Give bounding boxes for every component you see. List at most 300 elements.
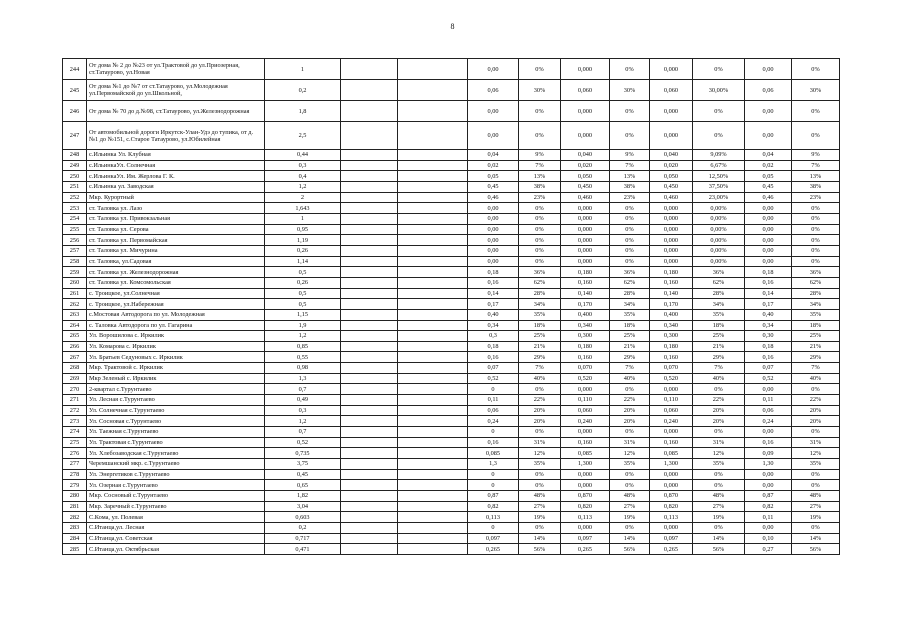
road-name: с.ИльинкаУл. Солнечная: [87, 160, 265, 171]
percent-3: 0%: [693, 469, 745, 480]
table-row: [63, 256, 840, 267]
value-1: 0,00: [468, 59, 519, 80]
road-name: С.Итанца,ул. Октябрьская: [87, 544, 265, 555]
percent-2: 0%: [610, 480, 650, 491]
table-row: [63, 373, 840, 384]
value-4: 0,00: [745, 245, 792, 256]
percent-1: 0%: [519, 235, 561, 246]
row-number: 278: [63, 469, 87, 480]
empty-cell: [398, 363, 468, 374]
value-4: 0,00: [745, 213, 792, 224]
empty-cell: [341, 150, 398, 161]
percent-2: 62%: [610, 277, 650, 288]
empty-cell: [398, 373, 468, 384]
percent-1: 0%: [519, 522, 561, 533]
table-row: [63, 352, 840, 363]
percent-2: 35%: [610, 459, 650, 470]
value-4: 0,87: [745, 491, 792, 502]
empty-cell: [398, 267, 468, 278]
empty-cell: [398, 512, 468, 523]
percent-4: 40%: [792, 373, 840, 384]
row-number: 259: [63, 267, 87, 278]
value-2: 0,050: [561, 171, 610, 182]
percent-1: 62%: [519, 277, 561, 288]
value-4: 0,14: [745, 288, 792, 299]
value-4: 0,07: [745, 363, 792, 374]
road-length: 0,2: [265, 522, 341, 533]
empty-cell: [341, 448, 398, 459]
percent-3: 0%: [693, 122, 745, 150]
percent-3: 0,00%: [693, 245, 745, 256]
value-3: 0,240: [650, 416, 693, 427]
value-2: 0,870: [561, 491, 610, 502]
road-name: с.ИльинкаУл. Им. Жерлова Г. К.: [87, 171, 265, 182]
road-name: От дома № 2 до №23 от ул.Трактовой до ул.Приозерная, ст.Татаурово, ул.Новая: [87, 59, 265, 80]
row-number: 265: [63, 331, 87, 342]
value-1: 0,02: [468, 160, 519, 171]
road-name: Ул. Комарова с. Иркилик: [87, 341, 265, 352]
empty-cell: [398, 224, 468, 235]
percent-3: 29%: [693, 352, 745, 363]
percent-1: 0%: [519, 384, 561, 395]
value-4: 0,00: [745, 122, 792, 150]
road-name: с. Троицкое, ул.Набережная: [87, 299, 265, 310]
value-2: 0,180: [561, 267, 610, 278]
table-row: [63, 469, 840, 480]
value-3: 0,000: [650, 122, 693, 150]
empty-cell: [341, 363, 398, 374]
empty-cell: [341, 160, 398, 171]
percent-4: 20%: [792, 405, 840, 416]
table-row: [63, 384, 840, 395]
empty-cell: [398, 203, 468, 214]
road-name: с.Ильинка Ул. Клубная: [87, 150, 265, 161]
percent-4: 14%: [792, 533, 840, 544]
value-1: 0: [468, 480, 519, 491]
value-4: 0,00: [745, 59, 792, 80]
percent-2: 0%: [610, 235, 650, 246]
road-name: 2-квартал с.Турунтаево: [87, 384, 265, 395]
value-3: 0,097: [650, 533, 693, 544]
row-number: 252: [63, 192, 87, 203]
percent-3: 27%: [693, 501, 745, 512]
row-number: 244: [63, 59, 87, 80]
percent-4: 0%: [792, 122, 840, 150]
row-number: 256: [63, 235, 87, 246]
empty-cell: [341, 299, 398, 310]
value-2: 0,097: [561, 533, 610, 544]
row-number: 282: [63, 512, 87, 523]
row-number: 263: [63, 309, 87, 320]
road-length: 0,85: [265, 341, 341, 352]
road-length: 1,643: [265, 203, 341, 214]
percent-3: 30,00%: [693, 80, 745, 101]
value-4: 0,00: [745, 480, 792, 491]
row-number: 264: [63, 320, 87, 331]
percent-1: 25%: [519, 331, 561, 342]
row-number: 254: [63, 213, 87, 224]
value-1: 0,18: [468, 267, 519, 278]
value-3: 0,000: [650, 203, 693, 214]
percent-3: 25%: [693, 331, 745, 342]
empty-cell: [341, 373, 398, 384]
value-2: 0,000: [561, 427, 610, 438]
value-2: 0,160: [561, 352, 610, 363]
value-3: 0,160: [650, 437, 693, 448]
value-1: 0,07: [468, 363, 519, 374]
value-1: 0,87: [468, 491, 519, 502]
road-length: 0,3: [265, 160, 341, 171]
empty-cell: [341, 331, 398, 342]
percent-4: 0%: [792, 224, 840, 235]
empty-cell: [398, 150, 468, 161]
road-name: ст. Таловка ул. Мичурина: [87, 245, 265, 256]
percent-1: 12%: [519, 448, 561, 459]
road-length: 0,95: [265, 224, 341, 235]
value-4: 0,16: [745, 437, 792, 448]
value-2: 0,000: [561, 480, 610, 491]
percent-2: 0%: [610, 203, 650, 214]
empty-cell: [341, 224, 398, 235]
road-name: От дома №1 до №7 от ст.Татаурово, ул.Молодежная ул.Первомайской до ул.Школьной,: [87, 80, 265, 101]
value-3: 0,180: [650, 267, 693, 278]
table-row: [63, 405, 840, 416]
road-length: 0,4: [265, 171, 341, 182]
percent-4: 29%: [792, 352, 840, 363]
value-4: 0,45: [745, 181, 792, 192]
value-3: 0,520: [650, 373, 693, 384]
value-4: 0,82: [745, 501, 792, 512]
percent-3: 21%: [693, 341, 745, 352]
value-2: 0,520: [561, 373, 610, 384]
percent-4: 0%: [792, 245, 840, 256]
percent-4: 19%: [792, 512, 840, 523]
road-length: 0,735: [265, 448, 341, 459]
empty-cell: [341, 59, 398, 80]
value-1: 0,113: [468, 512, 519, 523]
table-row: [63, 309, 840, 320]
value-2: 0,060: [561, 405, 610, 416]
road-name: ст. Таловка ул. Серова: [87, 224, 265, 235]
table-row: [63, 491, 840, 502]
empty-cell: [341, 309, 398, 320]
value-1: 0,17: [468, 299, 519, 310]
value-2: 0,460: [561, 192, 610, 203]
road-length: 0,3: [265, 405, 341, 416]
row-number: 274: [63, 427, 87, 438]
value-2: 0,000: [561, 122, 610, 150]
table-row: [63, 288, 840, 299]
percent-1: 56%: [519, 544, 561, 555]
road-length: 0,717: [265, 533, 341, 544]
empty-cell: [341, 427, 398, 438]
percent-3: 19%: [693, 512, 745, 523]
percent-4: 0%: [792, 101, 840, 122]
value-1: 0,40: [468, 309, 519, 320]
percent-4: 38%: [792, 181, 840, 192]
percent-3: 0%: [693, 522, 745, 533]
table-row: [63, 80, 840, 101]
percent-3: 0,00%: [693, 224, 745, 235]
road-length: 0,603: [265, 512, 341, 523]
value-1: 0,16: [468, 277, 519, 288]
row-number: 247: [63, 122, 87, 150]
value-2: 0,265: [561, 544, 610, 555]
percent-4: 36%: [792, 267, 840, 278]
table-row: [63, 341, 840, 352]
value-3: 0,070: [650, 363, 693, 374]
percent-1: 0%: [519, 59, 561, 80]
row-number: 267: [63, 352, 87, 363]
percent-2: 31%: [610, 437, 650, 448]
value-3: 0,000: [650, 384, 693, 395]
road-name: С.Кома, ул. Полевая: [87, 512, 265, 523]
road-name: ст. Таловка, ул.Садовая: [87, 256, 265, 267]
percent-2: 22%: [610, 395, 650, 406]
value-2: 0,000: [561, 469, 610, 480]
empty-cell: [398, 437, 468, 448]
empty-cell: [341, 533, 398, 544]
percent-2: 21%: [610, 341, 650, 352]
value-3: 0,000: [650, 213, 693, 224]
value-1: 0,00: [468, 256, 519, 267]
row-number: 285: [63, 544, 87, 555]
road-name: Ул. Солнечная с.Турунтаево: [87, 405, 265, 416]
table-row: [63, 224, 840, 235]
value-4: 0,30: [745, 331, 792, 342]
empty-cell: [398, 480, 468, 491]
value-3: 0,160: [650, 352, 693, 363]
percent-4: 7%: [792, 160, 840, 171]
road-name: Мкр. Курортный: [87, 192, 265, 203]
percent-1: 48%: [519, 491, 561, 502]
percent-3: 40%: [693, 373, 745, 384]
empty-cell: [341, 171, 398, 182]
row-number: 258: [63, 256, 87, 267]
value-1: 0,45: [468, 181, 519, 192]
value-2: 0,450: [561, 181, 610, 192]
value-4: 0,17: [745, 299, 792, 310]
road-name: ст. Таловка ул. Лазо: [87, 203, 265, 214]
table-row: [63, 533, 840, 544]
percent-2: 30%: [610, 80, 650, 101]
table-row: [63, 171, 840, 182]
percent-4: 27%: [792, 501, 840, 512]
percent-2: 35%: [610, 309, 650, 320]
percent-2: 0%: [610, 245, 650, 256]
value-2: 0,110: [561, 395, 610, 406]
value-2: 0,300: [561, 331, 610, 342]
road-name: Ул. Лесная с.Турунтаево: [87, 395, 265, 406]
value-2: 0,113: [561, 512, 610, 523]
percent-4: 0%: [792, 256, 840, 267]
roads-table: [62, 58, 840, 555]
road-name: Ул. Ворошилова с. Иркилик: [87, 331, 265, 342]
empty-cell: [341, 256, 398, 267]
row-number: 245: [63, 80, 87, 101]
empty-cell: [398, 288, 468, 299]
value-2: 0,820: [561, 501, 610, 512]
percent-1: 0%: [519, 256, 561, 267]
percent-3: 7%: [693, 363, 745, 374]
percent-3: 0,00%: [693, 213, 745, 224]
table-row: [63, 122, 840, 150]
percent-3: 56%: [693, 544, 745, 555]
percent-3: 20%: [693, 405, 745, 416]
row-number: 270: [63, 384, 87, 395]
percent-4: 56%: [792, 544, 840, 555]
table-body: [63, 59, 840, 555]
table-row: [63, 203, 840, 214]
value-4: 0,00: [745, 235, 792, 246]
row-number: 283: [63, 522, 87, 533]
empty-cell: [341, 512, 398, 523]
value-2: 0,000: [561, 522, 610, 533]
table-row: [63, 501, 840, 512]
value-3: 0,000: [650, 427, 693, 438]
percent-2: 20%: [610, 416, 650, 427]
value-4: 0,00: [745, 469, 792, 480]
empty-cell: [398, 469, 468, 480]
table-row: [63, 395, 840, 406]
value-3: 0,060: [650, 405, 693, 416]
percent-1: 13%: [519, 171, 561, 182]
road-name: Ул. Хлебозаводская с.Турунтаево: [87, 448, 265, 459]
empty-cell: [398, 352, 468, 363]
table-row: [63, 416, 840, 427]
percent-2: 7%: [610, 160, 650, 171]
value-4: 0,40: [745, 309, 792, 320]
value-4: 0,09: [745, 448, 792, 459]
road-length: 1,19: [265, 235, 341, 246]
percent-1: 0%: [519, 203, 561, 214]
percent-1: 0%: [519, 245, 561, 256]
empty-cell: [398, 122, 468, 150]
road-length: 0,7: [265, 427, 341, 438]
value-4: 0,16: [745, 352, 792, 363]
empty-cell: [341, 395, 398, 406]
percent-4: 0%: [792, 469, 840, 480]
value-1: 0,04: [468, 150, 519, 161]
percent-1: 35%: [519, 309, 561, 320]
percent-1: 20%: [519, 416, 561, 427]
value-4: 0,10: [745, 533, 792, 544]
table-row: [63, 277, 840, 288]
row-number: 277: [63, 459, 87, 470]
road-length: 0,26: [265, 277, 341, 288]
percent-2: 0%: [610, 213, 650, 224]
empty-cell: [398, 277, 468, 288]
value-1: 0: [468, 427, 519, 438]
value-1: 0,00: [468, 213, 519, 224]
percent-4: 35%: [792, 309, 840, 320]
row-number: 260: [63, 277, 87, 288]
empty-cell: [341, 405, 398, 416]
value-4: 0,16: [745, 277, 792, 288]
row-number: 284: [63, 533, 87, 544]
percent-2: 23%: [610, 192, 650, 203]
empty-cell: [341, 320, 398, 331]
value-1: 0,16: [468, 352, 519, 363]
value-2: 0,140: [561, 288, 610, 299]
table-row: [63, 101, 840, 122]
value-3: 0,000: [650, 480, 693, 491]
percent-3: 22%: [693, 395, 745, 406]
percent-2: 0%: [610, 224, 650, 235]
percent-4: 23%: [792, 192, 840, 203]
percent-4: 0%: [792, 213, 840, 224]
percent-4: 0%: [792, 384, 840, 395]
value-4: 0,18: [745, 267, 792, 278]
empty-cell: [398, 448, 468, 459]
empty-cell: [398, 160, 468, 171]
value-4: 0,18: [745, 341, 792, 352]
value-3: 0,110: [650, 395, 693, 406]
road-name: с.Мостовая Автодорога по ул. Молодежная: [87, 309, 265, 320]
empty-cell: [341, 288, 398, 299]
value-1: 0,14: [468, 288, 519, 299]
value-2: 0,070: [561, 363, 610, 374]
road-name: с. Троицкое, ул.Солнечная: [87, 288, 265, 299]
percent-3: 23,00%: [693, 192, 745, 203]
empty-cell: [341, 416, 398, 427]
table-row: [63, 160, 840, 171]
empty-cell: [341, 491, 398, 502]
empty-cell: [398, 501, 468, 512]
percent-2: 19%: [610, 512, 650, 523]
row-number: 261: [63, 288, 87, 299]
road-length: 1,15: [265, 309, 341, 320]
percent-3: 62%: [693, 277, 745, 288]
value-2: 1,300: [561, 459, 610, 470]
empty-cell: [341, 469, 398, 480]
value-1: 0,82: [468, 501, 519, 512]
road-length: 1,8: [265, 101, 341, 122]
road-length: 0,2: [265, 80, 341, 101]
percent-3: 35%: [693, 309, 745, 320]
row-number: 271: [63, 395, 87, 406]
table-row: [63, 544, 840, 555]
percent-3: 48%: [693, 491, 745, 502]
road-name: Черемшанский мкр. с.Турунтаево: [87, 459, 265, 470]
value-3: 0,265: [650, 544, 693, 555]
percent-2: 25%: [610, 331, 650, 342]
empty-cell: [341, 192, 398, 203]
road-length: 0,7: [265, 384, 341, 395]
road-length: 2,5: [265, 122, 341, 150]
percent-4: 7%: [792, 363, 840, 374]
value-3: 0,000: [650, 256, 693, 267]
row-number: 275: [63, 437, 87, 448]
road-length: 0,65: [265, 480, 341, 491]
percent-3: 35%: [693, 459, 745, 470]
road-name: ст. Таловка ул. Привокзальная: [87, 213, 265, 224]
row-number: 249: [63, 160, 87, 171]
percent-2: 0%: [610, 522, 650, 533]
value-3: 0,160: [650, 277, 693, 288]
percent-3: 34%: [693, 299, 745, 310]
table-row: [63, 331, 840, 342]
percent-3: 0%: [693, 427, 745, 438]
percent-1: 19%: [519, 512, 561, 523]
empty-cell: [398, 522, 468, 533]
percent-3: 6,67%: [693, 160, 745, 171]
value-1: 0,46: [468, 192, 519, 203]
value-2: 0,000: [561, 224, 610, 235]
value-3: 0,820: [650, 501, 693, 512]
table-row: [63, 299, 840, 310]
percent-4: 13%: [792, 171, 840, 182]
